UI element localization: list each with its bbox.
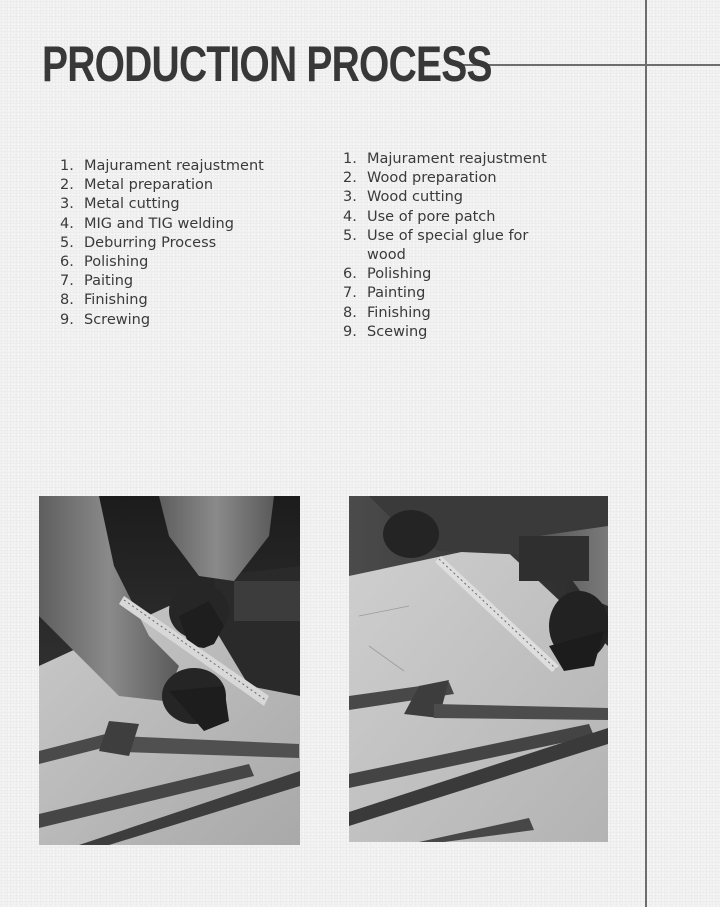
metal-measuring-photo bbox=[39, 496, 300, 845]
list-item: 2. Wood preparation bbox=[343, 170, 497, 187]
horizontal-divider bbox=[461, 64, 720, 66]
list-item: 9. Screwing bbox=[60, 311, 151, 328]
list-item: 8. Finishing bbox=[60, 292, 148, 309]
list-item: 5. Deburring Process bbox=[60, 234, 217, 251]
wood-measuring-photo bbox=[349, 496, 608, 842]
wood-process-list bbox=[343, 150, 558, 342]
list-item: 7. Painting bbox=[343, 285, 426, 302]
metal-process-list bbox=[60, 157, 290, 330]
list-item: 3. Wood cutting bbox=[343, 189, 463, 206]
list-item: 5. Use of special glue for wood bbox=[343, 227, 529, 264]
list-item: 1. Majurament reajustment bbox=[343, 151, 547, 167]
list-item: 4. Use of pore patch bbox=[343, 208, 496, 225]
list-item: 9. Scewing bbox=[343, 323, 428, 340]
list-item: 6. Polishing bbox=[60, 254, 149, 271]
list-item: 4. MIG and TIG welding bbox=[60, 215, 234, 232]
list-item: 8. Finishing bbox=[343, 304, 431, 321]
vertical-divider bbox=[645, 0, 647, 907]
page-title: PRODUCTION PROCESS bbox=[42, 36, 492, 92]
list-item: 6. Polishing bbox=[343, 266, 432, 283]
list-item: 3. Metal cutting bbox=[60, 196, 180, 213]
metal-measuring-photo-drawing bbox=[39, 496, 300, 845]
list-item: 2. Metal preparation bbox=[60, 177, 214, 194]
list-item: 1. Majurament reajustment bbox=[60, 158, 264, 174]
wood-measuring-photo-drawing bbox=[349, 496, 608, 842]
list-item: 7. Paiting bbox=[60, 273, 134, 290]
